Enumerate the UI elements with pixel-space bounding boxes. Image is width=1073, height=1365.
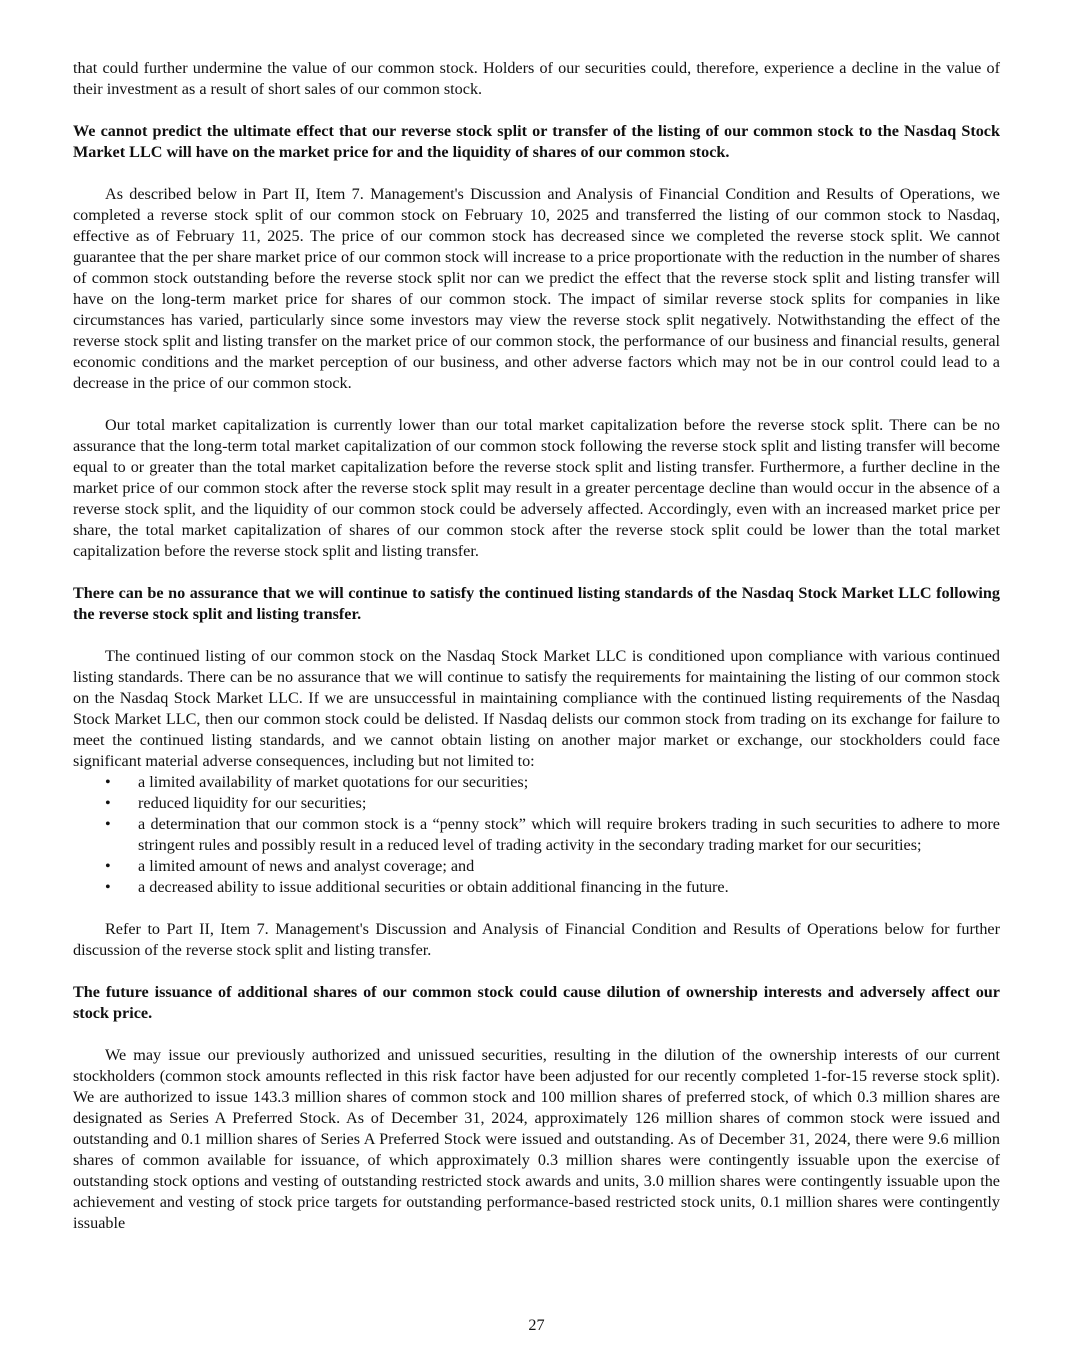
list-item: • reduced liquidity for our securities; <box>105 794 367 812</box>
bullet-icon: • <box>105 794 111 812</box>
list-item: • a limited availability of market quotations for our securities; <box>105 773 529 791</box>
paragraph-dilution: We may issue our previously authorized and unissued securities, resulting in the dilution of the ownership interests of our current stockholders (common stock amounts reflected in this risk factor have been adjusted for our recently completed 1-for-15 reverse stock split). We are authorized to issue 143.3 million shares of common stock and 100 million shares of preferred stock, of which 0.3 million shares are designated as Series A Preferred Stock. As of December 31, 2024, approximately 126 million shares of common stock were issued and outstanding and 0.1 million shares of Series A Preferred Stock were issued and outstanding. As of December 31, 2024, there were 9.6 million shares of common available for issuance, of which approximately 0.3 million shares were contingently issuable upon the exercise of outstanding stock options and vesting of outstanding restricted stock awards and units, 3.0 million shares were contingently issuable upon the achievement and vesting of stock price targets for outstanding performance-based restricted stock units, 0.1 million shares were contingently issuable <box>73 1046 1000 1232</box>
list-item: • a decreased ability to issue additional securities or obtain additional financing in the future. <box>105 878 729 896</box>
risk-heading-dilution: The future issuance of additional shares of our common stock could cause dilution of ownership interests and adversely affect our stock price. <box>73 983 1000 1022</box>
list-item: • a limited amount of news and analyst coverage; and <box>105 857 475 875</box>
consequences-list <box>73 772 1000 898</box>
risk-heading-listing-standards: There can be no assurance that we will continue to satisfy the continued listing standards of the Nasdaq Stock Market LLC following the reverse stock split and listing transfer. <box>73 584 1000 623</box>
bullet-icon: • <box>105 773 111 791</box>
bullet-icon: • <box>105 878 111 896</box>
list-item: • a determination that our common stock is a “penny stock” which will require brokers trading in such securities to adhere to more stringent rules and possibly result in a reduced level of trading activity in the secondary trading market for our securities; <box>105 815 1000 854</box>
paragraph-reverse-split: As described below in Part II, Item 7. Management's Discussion and Analysis of Financial Condition and Results of Operations, we completed a reverse stock split of our common stock on February 10, 2025 and transferred the listing of our common stock to Nasdaq, effective as of February 11, 2025. The price of our common stock has decreased since we completed the reverse stock split. We cannot guarantee that the per share market price of our common stock will increase to a price proportionate with the reduction in the number of shares of common stock outstanding before the reverse stock split nor can we predict the effect that the reverse stock split and listing transfer will have on the long-term market price for shares of our common stock. The impact of similar reverse stock splits for companies in like circumstances has varied, particularly since some investors may view the reverse stock split negatively. Notwithstanding the effect of the reverse stock split and listing transfer on the market price of our common stock, the performance of our business and financial results, general economic conditions and the market perception of our business, and other adverse factors which may not be in our control could lead to a decrease in the price of our common stock. <box>73 185 1000 392</box>
paragraph-refer: Refer to Part II, Item 7. Management's Discussion and Analysis of Financial Condition and Results of Operations below for further discussion of the reverse stock split and listing transfer. <box>73 920 1000 959</box>
paragraph-continuation: that could further undermine the value of our common stock. Holders of our securities could, therefore, experience a decline in the value of their investment as a result of short sales of our common stock. <box>73 59 1000 98</box>
page-number: 27 <box>528 1316 545 1334</box>
paragraph-continued-listing: The continued listing of our common stock on the Nasdaq Stock Market LLC is conditioned upon compliance with various continued listing standards. There can be no assurance that we will continue to satisfy the requirements for maintaining the listing of our common stock on the Nasdaq Stock Market LLC. If we are unsuccessful in maintaining compliance with the continued listing requirements of the Nasdaq Stock Market LLC, then our common stock could be delisted. If Nasdaq delists our common stock from trading on its exchange for failure to meet the continued listing standards, and we cannot obtain listing on another major market or exchange, our stockholders could face significant material adverse consequences, including but not limited to: <box>73 647 1000 770</box>
document-page <box>73 58 1000 1234</box>
risk-heading-reverse-split: We cannot predict the ultimate effect that our reverse stock split or transfer of the listing of our common stock to the Nasdaq Stock Market LLC will have on the market price for and the liquidity of shares of our common stock. <box>73 122 1000 161</box>
bullet-icon: • <box>105 815 111 833</box>
paragraph-market-cap: Our total market capitalization is currently lower than our total market capitalization before the reverse stock split. There can be no assurance that the long-term total market capitalization of our common stock following the reverse stock split and listing transfer will become equal to or greater than the total market capitalization before the reverse stock split and listing transfer. Furthermore, a further decline in the market price of our common stock after the reverse stock split may result in a greater percentage decline than would occur in the absence of a reverse stock split, and the liquidity of our common stock could be adversely affected. Accordingly, even with an increased market price per share, the total market capitalization of shares of our common stock after the reverse stock split could be lower than the total market capitalization before the reverse stock split and listing transfer. <box>73 416 1000 560</box>
bullet-icon: • <box>105 857 111 875</box>
